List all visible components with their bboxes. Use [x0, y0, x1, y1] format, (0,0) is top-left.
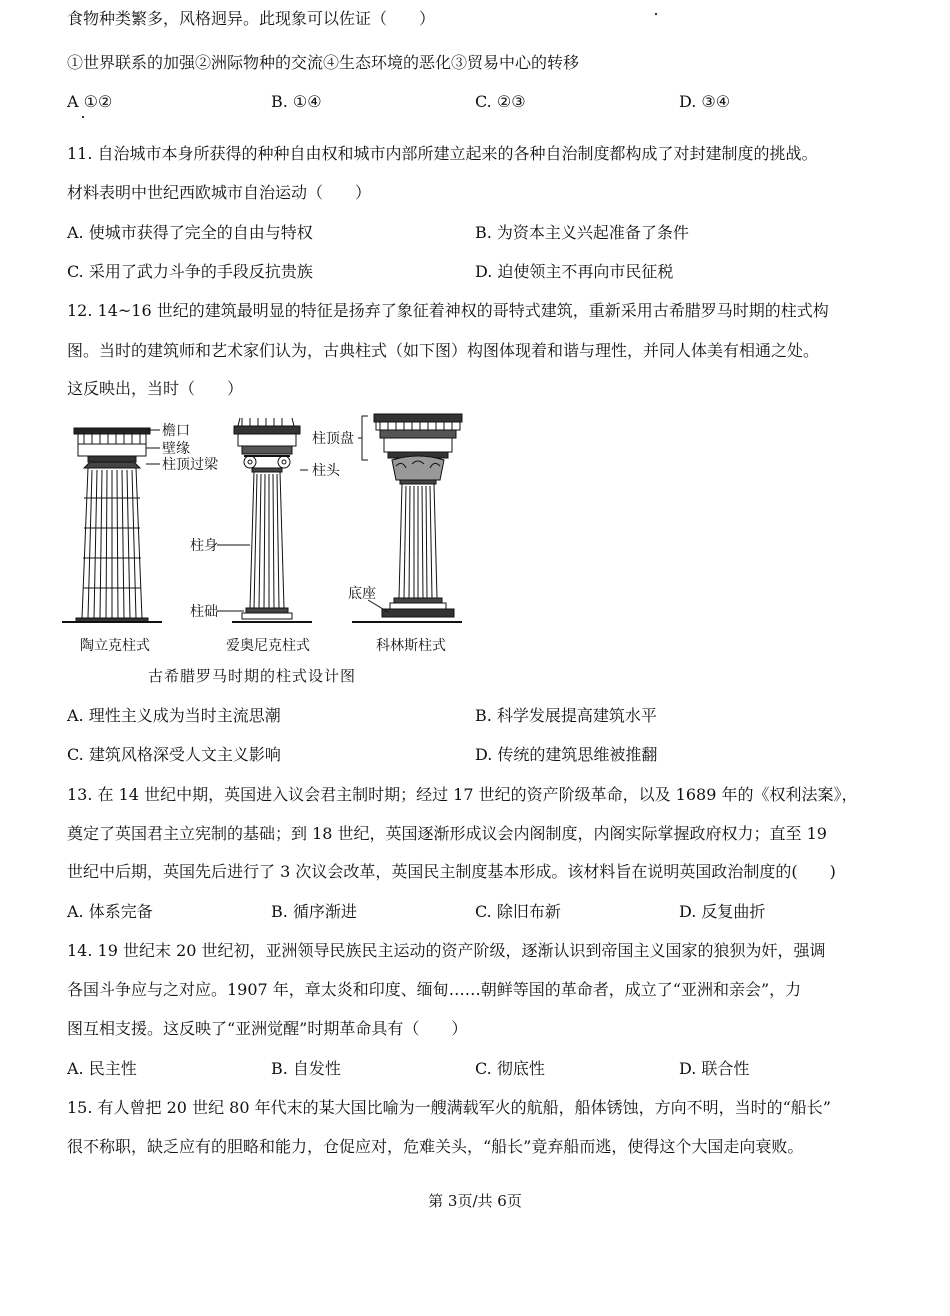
q15-line-1: 15. 有人曾把 20 世纪 80 年代末的某大国比喻为一艘满载军火的航船，船体锈蚀，方向不明，当时的“船长”	[67, 1098, 831, 1117]
q13-line-2: 奠定了英国君主立宪制的基础；到 18 世纪，英国逐渐形成议会内阁制度，内阁实际掌握政府权力；直至 19	[67, 824, 827, 843]
q11-option-a: A. 使城市获得了完全的自由与特权	[67, 223, 313, 242]
column-name-ionic: 爱奥尼克柱式	[226, 638, 310, 654]
q11-line-2: 材料表明中世纪西欧城市自治运动（ ）	[67, 183, 372, 202]
label-capital: 柱头	[312, 463, 340, 479]
label-pedestal: 底座	[348, 586, 376, 602]
label-cornice: 檐口	[162, 423, 190, 439]
q15-line-2: 很不称职，缺乏应有的胆略和能力，仓促应对，危难关头，“船长”竟弃船而逃，使得这个大国走向衰败。	[67, 1137, 804, 1156]
label-architrave: 柱顶过梁	[162, 457, 218, 473]
q13-option-a: A. 体系完备	[67, 902, 153, 921]
q10-option-a: A ①②	[67, 92, 113, 111]
q12-option-b: B. 科学发展提高建筑水平	[475, 706, 657, 725]
label-entablature: 柱顶盘	[312, 431, 354, 447]
label-frieze: 壁缘	[162, 441, 190, 457]
q11-option-b: B. 为资本主义兴起准备了条件	[475, 223, 689, 242]
q14-option-b: B. 自发性	[271, 1059, 341, 1078]
q12-option-a: A. 理性主义成为当时主流思潮	[67, 706, 281, 725]
scan-speck	[655, 13, 657, 15]
q12-option-c: C. 建筑风格深受人文主义影响	[67, 745, 281, 764]
q12-line-2: 图。当时的建筑师和艺术家们认为，古典柱式（如下图）构图体现着和谐与理性，并同人体美有相通之处。	[67, 341, 820, 360]
q14-option-c: C. 彻底性	[475, 1059, 545, 1078]
entablature-bracket	[358, 416, 368, 460]
q14-line-1: 14. 19 世纪末 20 世纪初，亚洲领导民族民主运动的资产阶级，逐渐认识到帝国主义国家的狼狈为奸，强调	[67, 941, 826, 960]
figure-caption: 古希腊罗马时期的柱式设计图	[148, 667, 357, 685]
q10-stem-tail: 食物种类繁多，风格迥异。此现象可以佐证（ ）	[67, 9, 436, 28]
q11-line-1: 11. 自治城市本身所获得的种种自由权和城市内部所建立起来的各种自治制度都构成了对封建制度的挑战。	[67, 144, 818, 163]
q13-line-3: 世纪中后期，英国先后进行了 3 次议会改革，英国民主制度基本形成。该材料旨在说明英国政治制度的( )	[67, 862, 836, 881]
q10-option-b: B. ①④	[271, 92, 322, 111]
q10-option-d: D. ③④	[679, 92, 731, 111]
column-orders-figure	[62, 408, 472, 693]
scan-speck	[82, 116, 84, 118]
label-shaft: 柱身	[190, 538, 218, 554]
q10-items: ①世界联系的加强②洲际物种的交流④生态环境的恶化③贸易中心的转移	[67, 53, 580, 72]
q13-option-b: B. 循序渐进	[271, 902, 357, 921]
q14-option-d: D. 联合性	[679, 1059, 750, 1078]
q13-line-1: 13. 在 14 世纪中期，英国进入议会君主制时期；经过 17 世纪的资产阶级革命，以及 1689 年的《权利法案》，	[67, 785, 858, 804]
q12-line-1: 12. 14~16 世纪的建筑最明显的特征是扬弃了象征着神权的哥特式建筑，重新采用古希腊罗马时期的柱式构	[67, 301, 829, 320]
q13-option-d: D. 反复曲折	[679, 902, 766, 921]
q14-option-a: A. 民主性	[67, 1059, 137, 1078]
q11-option-c: C. 采用了武力斗争的手段反抗贵族	[67, 262, 313, 281]
q14-line-2: 各国斗争应与之对应。1907 年，章太炎和印度、缅甸……朝鲜等国的革命者，成立了“亚洲和亲会”，力	[67, 980, 802, 999]
q12-option-d: D. 传统的建筑思维被推翻	[475, 745, 658, 764]
ionic-column	[217, 418, 312, 622]
q11-option-d: D. 迫使领主不再向市民征税	[475, 262, 674, 281]
q12-line-3: 这反映出，当时（ ）	[67, 379, 244, 398]
label-base: 柱础	[190, 604, 218, 620]
q10-option-c: C. ②③	[475, 92, 526, 111]
page-footer: 第 3页/共 6页	[428, 1192, 522, 1210]
q14-line-3: 图互相支援。这反映了“亚洲觉醒”时期革命具有（ ）	[67, 1019, 468, 1038]
doric-column	[62, 428, 162, 622]
column-name-corinthian: 科林斯柱式	[376, 638, 446, 654]
column-name-doric: 陶立克柱式	[80, 638, 150, 654]
q13-option-c: C. 除旧布新	[475, 902, 561, 921]
